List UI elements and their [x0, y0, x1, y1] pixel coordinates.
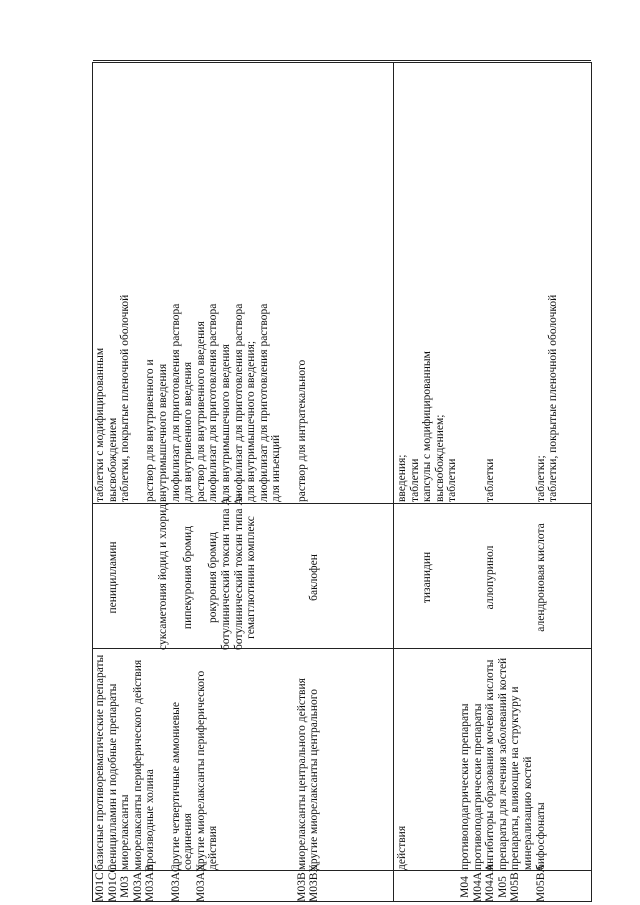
- code-cell: M04A: [471, 871, 484, 902]
- form-cell: введения;: [396, 454, 408, 502]
- name-cell: другие четвертичные аммониевые: [169, 702, 182, 870]
- code-cell: M03B: [295, 872, 308, 902]
- form-cell: лиофилизат для приготовления раствора: [257, 303, 270, 502]
- form-cell: для внутримышечного введения;: [245, 340, 258, 502]
- column-divider: [93, 60, 591, 61]
- drug-cell: ботулинический токсин типа A-: [232, 493, 245, 650]
- name-cell: препараты для лечения заболеваний костей: [496, 657, 509, 870]
- form-cell: лиофилизат для приготовления раствора: [207, 303, 220, 502]
- code-cell: M01C: [94, 872, 106, 902]
- form-cell: таблетки: [484, 458, 497, 502]
- drug-cell: пеницилламин: [106, 541, 119, 614]
- name-cell: действия: [207, 825, 220, 870]
- name-cell: ингибиторы образования мочевой кислоты: [484, 659, 497, 870]
- form-cell: таблетки, покрытые пленочной оболочкой: [547, 294, 560, 502]
- name-cell: другие миорелаксанты центрального: [308, 689, 321, 870]
- name-cell: миорелаксанты центрального действия: [295, 678, 308, 870]
- code-cell: M03BX: [308, 864, 321, 902]
- form-cell: раствор для внутривенного и: [144, 359, 157, 502]
- code-cell: M03AB: [144, 864, 157, 902]
- name-cell: минерализацию костей: [522, 756, 534, 870]
- form-cell: раствор для интратекального: [295, 359, 308, 502]
- name-cell: пеницилламин и подобные препараты: [106, 683, 119, 870]
- drug-cell: тизанидин: [421, 551, 434, 604]
- form-cell: таблетки с модифицированным: [94, 347, 106, 502]
- name-cell: базисные противоревматические препараты: [94, 654, 106, 870]
- code-cell: M05: [496, 876, 509, 898]
- code-cell: M05BA: [534, 864, 547, 902]
- form-cell: лиофилизат для приготовления раствора: [169, 303, 182, 502]
- form-cell: раствор для внутривенного введения: [194, 321, 207, 502]
- form-cell: таблетки: [446, 458, 459, 502]
- code-cell: M01CC: [106, 864, 119, 902]
- form-cell: для инъекций: [270, 434, 283, 502]
- code-cell: M03AX: [194, 863, 207, 902]
- name-cell: бифосфонаты: [534, 802, 547, 870]
- code-cell: M04: [459, 876, 471, 898]
- drug-cell: алендроновая кислота: [534, 523, 547, 632]
- name-cell: соединения: [182, 813, 195, 870]
- code-cell: M03A: [131, 871, 144, 902]
- form-cell: таблетки: [408, 458, 421, 502]
- drug-cell: баклофен: [308, 554, 321, 601]
- section-divider: [393, 63, 394, 901]
- form-cell: таблетки;: [534, 455, 547, 502]
- form-cell: внутримышечного введения: [157, 363, 169, 502]
- code-cell: M03AC: [169, 864, 182, 902]
- form-cell: для внутривенного введения: [182, 361, 195, 502]
- drug-cell: гемагглютинин комплекс: [245, 516, 258, 639]
- drug-cell: аллопуринол: [484, 545, 497, 610]
- name-cell: производные холина: [144, 769, 157, 870]
- code-cell: M05B: [509, 872, 522, 902]
- drug-cell: ботулинический токсин типа A: [220, 497, 232, 650]
- drug-cell: рокурония бромид: [207, 531, 220, 624]
- form-cell: таблетки, покрытые пленочной оболочкой: [119, 294, 132, 502]
- drug-cell: суксаметония йодид и хлорид: [157, 503, 169, 650]
- name-cell: миорелаксанты: [119, 794, 132, 870]
- drug-cell: пипекурония бромид: [182, 525, 195, 630]
- form-cell: капсулы с модифицированным: [421, 351, 434, 502]
- name-cell: противоподагрические препараты: [459, 703, 471, 870]
- code-cell: M04AA: [484, 863, 497, 902]
- name-cell: миорелаксанты периферического действия: [131, 659, 144, 870]
- code-cell: M03: [119, 876, 132, 898]
- form-cell: высвобождением;: [433, 414, 446, 502]
- name-cell: действия: [396, 825, 408, 870]
- form-cell: лиофилизат для приготовления раствора: [232, 303, 245, 502]
- form-cell: высвобождением: [106, 417, 119, 502]
- form-cell: для внутримышечного введения: [220, 344, 232, 502]
- name-cell: препараты, влияющие на структуру и: [509, 686, 522, 870]
- name-cell: другие миорелаксанты периферического: [194, 670, 207, 870]
- column-divider: [93, 870, 591, 871]
- name-cell: противоподагрические препараты: [471, 703, 484, 870]
